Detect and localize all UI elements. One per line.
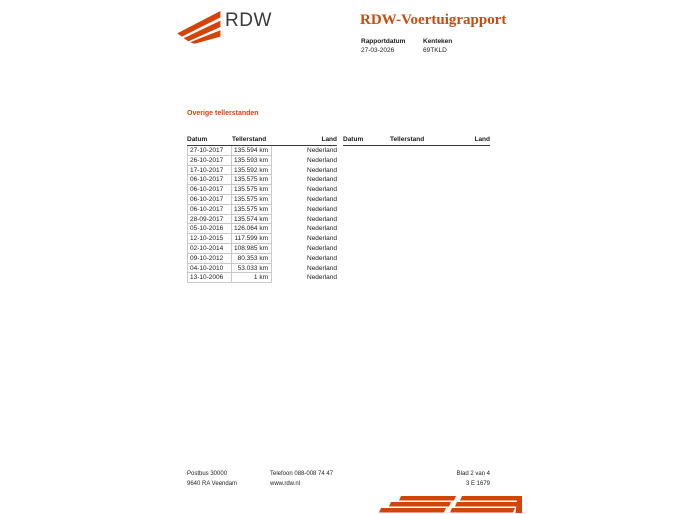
footer-address-line2: 9640 RA Veendam: [187, 481, 238, 487]
cell-tellerstand: 135.575 km: [232, 205, 272, 215]
table-row: [187, 175, 337, 185]
cell-land: Nederland: [307, 274, 337, 282]
cell-tellerstand: 135.575 km: [232, 195, 272, 205]
footer-page-block: [400, 469, 490, 489]
cell-datum: 09-10-2012: [187, 254, 232, 264]
cell-land: Nederland: [307, 235, 337, 243]
cell-tellerstand: 135.593 km: [232, 156, 272, 166]
cell-tellerstand: 126.064 km: [232, 224, 272, 234]
cell-tellerstand: 135.594 km: [232, 146, 272, 156]
table-row: [187, 146, 337, 156]
cell-tellerstand: 135.592 km: [232, 166, 272, 176]
license-plate-block: [423, 38, 452, 54]
license-plate-label: Kenteken: [423, 38, 453, 45]
column-header-land: Land: [474, 136, 490, 143]
report-date-block: [361, 38, 417, 54]
cell-land: Nederland: [307, 147, 337, 154]
column-header-tellerstand: Tellerstand: [232, 136, 267, 143]
cell-land: Nederland: [307, 215, 337, 223]
footer-contact: [270, 469, 333, 489]
footer-address-line1: Postbus 30000: [187, 471, 228, 477]
cell-datum: 13-10-2006: [187, 273, 232, 283]
column-header-datum: Datum: [187, 136, 208, 143]
cell-datum: 06-10-2017: [187, 195, 232, 205]
cell-tellerstand: 135.575 km: [232, 175, 272, 185]
cell-datum: 06-10-2017: [187, 185, 232, 195]
cell-land: Nederland: [307, 156, 337, 164]
odometer-table-secondary: [343, 136, 490, 146]
cell-tellerstand: 1 km: [232, 273, 272, 283]
table-row: [187, 156, 337, 166]
footer-page-indicator: Blad 2 van 4: [456, 471, 490, 477]
cell-tellerstand: 53.033 km: [232, 264, 272, 274]
cell-datum: 05-10-2016: [187, 224, 232, 234]
cell-datum: 02-10-2014: [187, 244, 232, 254]
cell-land: Nederland: [307, 264, 337, 272]
cell-datum: 17-10-2017: [187, 166, 232, 176]
report-date-label: Rapportdatum: [361, 38, 406, 45]
cell-datum: 26-10-2017: [187, 156, 232, 166]
table-row: [187, 166, 337, 176]
cell-tellerstand: 80.353 km: [232, 254, 272, 264]
footer-address: [187, 469, 237, 489]
table-row: [187, 215, 337, 225]
table-row: [187, 185, 337, 195]
table-header: [187, 136, 337, 146]
table-row: [187, 254, 337, 264]
cell-land: Nederland: [307, 186, 337, 194]
column-header-datum: Datum: [343, 136, 364, 143]
rdw-flag-bottom-icon: [366, 496, 522, 513]
table-row: [187, 234, 337, 244]
cell-land: Nederland: [307, 225, 337, 233]
cell-tellerstand: 108.985 km: [232, 244, 272, 254]
odometer-table: [187, 136, 337, 283]
cell-land: Nederland: [307, 166, 337, 174]
table-row: [187, 224, 337, 234]
cell-tellerstand: 135.574 km: [232, 215, 272, 225]
column-header-land: Land: [321, 136, 337, 143]
footer-website: www.rdw.nl: [270, 481, 301, 487]
cell-datum: 06-10-2017: [187, 205, 232, 215]
rdw-flag-icon: [174, 10, 222, 44]
cell-land: Nederland: [307, 205, 337, 213]
license-plate-value: 69TKLD: [423, 47, 447, 54]
cell-datum: 04-10-2010: [187, 264, 232, 274]
cell-land: Nederland: [307, 176, 337, 184]
cell-tellerstand: 135.575 km: [232, 185, 272, 195]
column-header-tellerstand: Tellerstand: [390, 136, 425, 143]
cell-datum: 12-10-2015: [187, 234, 232, 244]
table-header-secondary: [343, 136, 490, 146]
cell-land: Nederland: [307, 244, 337, 252]
table-row: [187, 264, 337, 274]
table-row: [187, 205, 337, 215]
cell-datum: 27-10-2017: [187, 146, 232, 156]
rdw-logo: [174, 10, 272, 44]
cell-datum: 28-09-2017: [187, 215, 232, 225]
footer-phone: Telefoon 088-008 74 47: [270, 471, 334, 477]
section-heading: Overige tellerstanden: [187, 110, 259, 117]
table-row: [187, 244, 337, 254]
cell-tellerstand: 117.599 km: [232, 234, 272, 244]
cell-land: Nederland: [307, 195, 337, 203]
report-meta: [361, 38, 458, 54]
report-date-value: 27-03-2026: [361, 47, 395, 54]
table-row: [187, 273, 337, 283]
footer-form-code: 3 E 1679: [465, 481, 490, 487]
cell-land: Nederland: [307, 254, 337, 262]
table-row: [187, 195, 337, 205]
document-title: RDW-Voertuigrapport: [360, 12, 507, 28]
logo-wordmark: RDW: [225, 10, 272, 31]
cell-datum: 06-10-2017: [187, 175, 232, 185]
